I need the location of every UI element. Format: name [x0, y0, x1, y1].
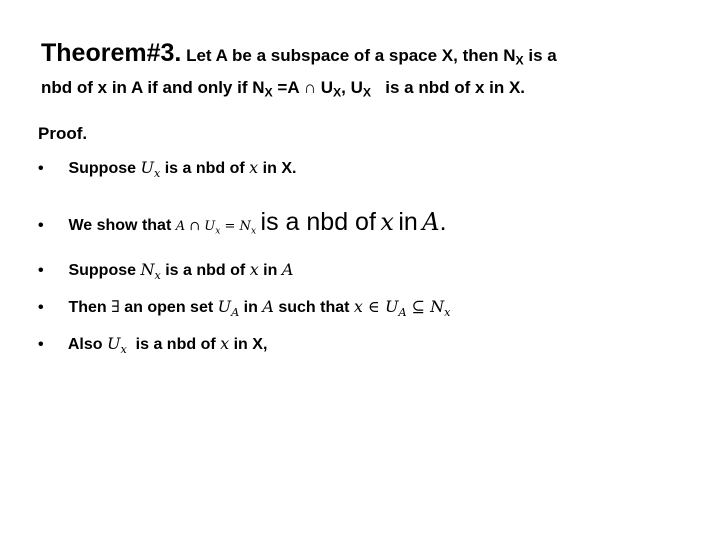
theorem-text: Let A be a subspace of a space X, then N: [186, 46, 516, 65]
period: .: [439, 208, 447, 236]
bullet-dot: •: [38, 262, 44, 279]
proof-bullet: [38, 158, 296, 180]
bullet-text: in: [243, 299, 258, 316]
subscript: X: [362, 85, 372, 100]
math-expression: $U_x$: [140, 158, 161, 181]
bullet-text: is a nbd of: [164, 160, 245, 177]
math-expression: x: [220, 334, 230, 353]
bullet-text-large: in: [398, 208, 418, 236]
bullet-text: in X.: [262, 160, 297, 177]
bullet-dot: •: [38, 160, 44, 177]
theorem-text: is a: [528, 46, 557, 65]
bullet-text: in: [263, 262, 278, 279]
bullet-text: Also: [67, 336, 103, 353]
theorem-line-2: [41, 74, 701, 106]
bullet-text-large: is a nbd of: [260, 208, 376, 236]
math-expression: A: [262, 297, 274, 316]
subscript: X: [264, 85, 273, 100]
subscript: X: [332, 85, 342, 100]
proof-bullet: [38, 208, 447, 237]
theorem-text: nbd of x in A if and only if N: [41, 78, 265, 98]
math-expression: A ∩ $U_x = N_x$: [175, 219, 257, 237]
proof-bullet: [38, 260, 293, 282]
proof-bullet: [38, 297, 450, 319]
bullet-text: Suppose: [68, 160, 137, 177]
proof-bullet: [38, 334, 267, 356]
proof-title: Proof.: [38, 124, 88, 143]
math-expression: $U_x$: [106, 334, 127, 357]
theorem-text: =A ∩ U: [277, 78, 333, 98]
bullet-text: is a nbd of: [165, 262, 246, 279]
math-expression: x ∈ $U_A$ ⊆ $N_x$: [353, 297, 451, 320]
theorem-text: , U: [341, 78, 363, 98]
bullet-text: is a nbd of: [135, 336, 216, 353]
theorem-statement: [41, 40, 701, 107]
subscript: X: [515, 53, 524, 68]
math-expression: $U_A$: [217, 297, 240, 320]
bullet-text: Suppose: [68, 262, 137, 279]
bullet-text: in X,: [233, 336, 268, 353]
theorem-line-1: [41, 40, 701, 74]
math-expression: x: [249, 260, 259, 279]
math-expression: A: [422, 208, 440, 236]
bullet-dot: •: [38, 336, 44, 353]
theorem-text: is a nbd of x in X.: [385, 78, 526, 98]
exists-symbol: ∃: [111, 297, 120, 316]
bullet-text: such that: [278, 299, 350, 316]
bullet-text: Then: [68, 299, 107, 316]
math-expression: A: [281, 260, 294, 279]
math-expression: $N_x$: [140, 260, 161, 283]
bullet-text: an open set: [124, 299, 214, 316]
math-expression: x: [380, 208, 394, 236]
theorem-heading: Theorem#3.: [41, 39, 182, 67]
bullet-dot: •: [38, 299, 44, 316]
math-expression: x: [249, 158, 259, 177]
bullet-text: We show that: [68, 217, 172, 234]
bullet-dot: •: [38, 217, 44, 234]
